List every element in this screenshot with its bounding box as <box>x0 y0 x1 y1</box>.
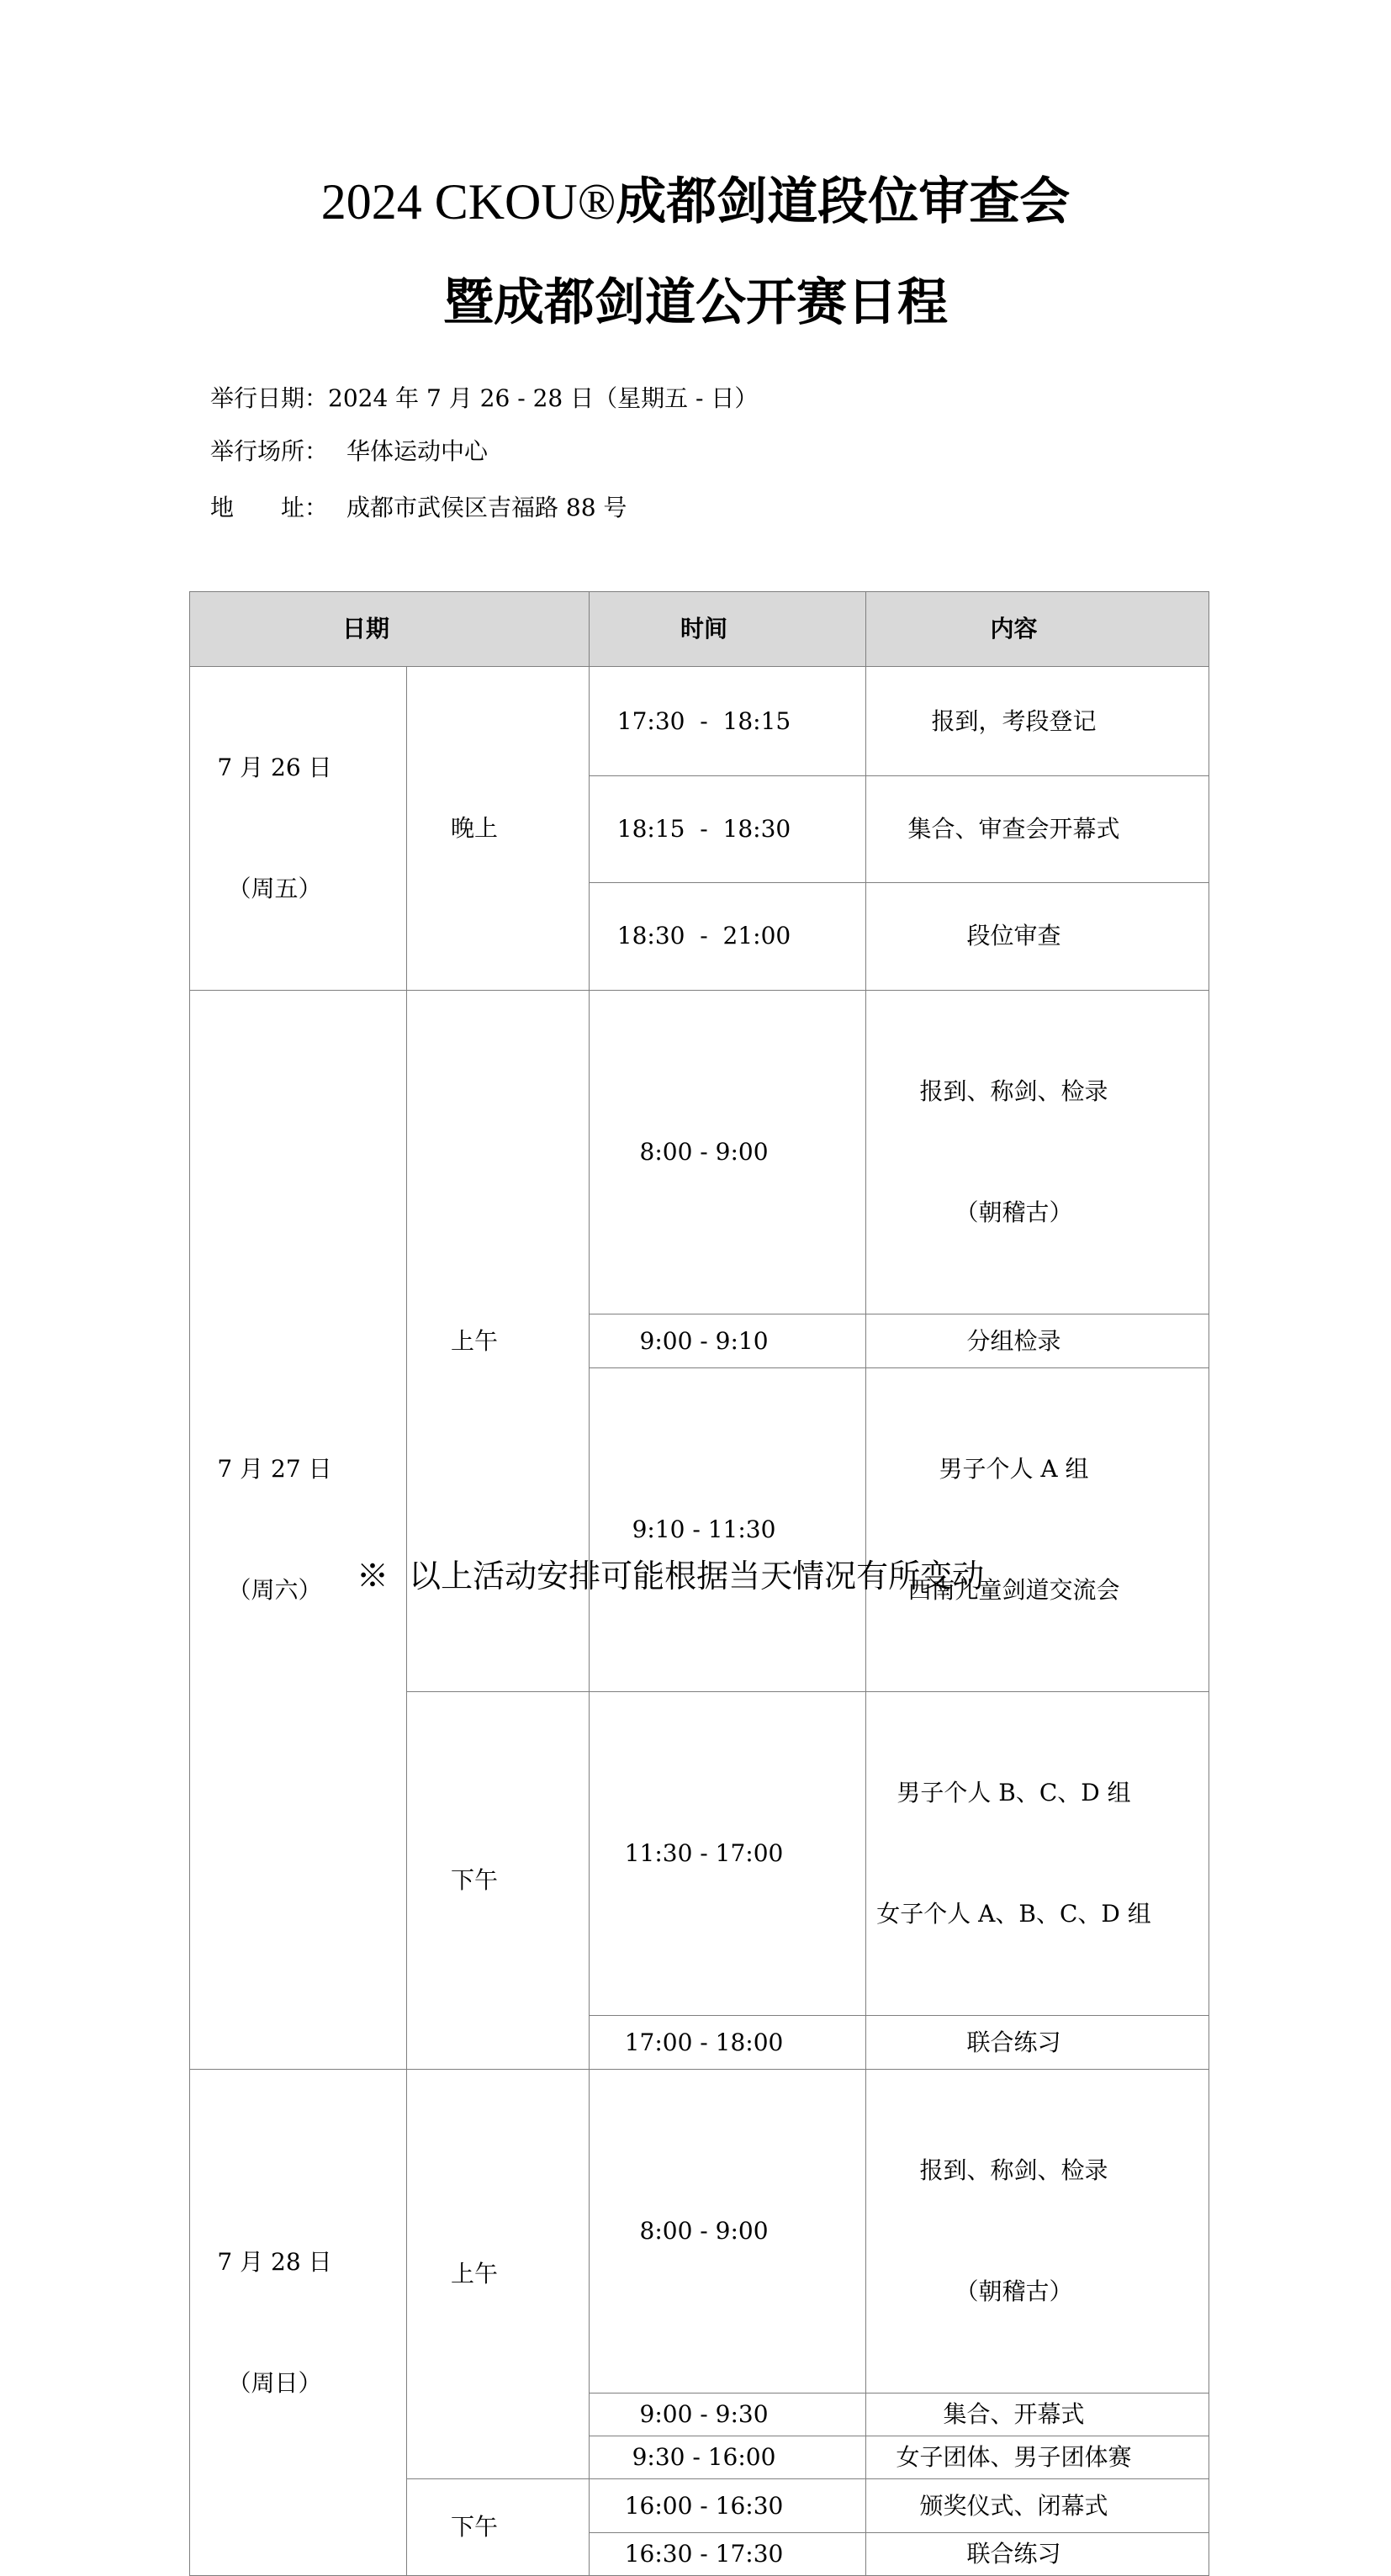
content-line: 分组检录 <box>966 1326 1061 1355</box>
time-cell: 9:00 - 9:10 <box>590 1314 866 1368</box>
content-line: 颁奖仪式、闭幕式 <box>919 2491 1108 2520</box>
date-text: 7 月 26 日 <box>217 754 332 781</box>
time-cell: 11:30 - 17:00 <box>590 1692 866 2016</box>
time-cell: 16:30 - 17:30 <box>590 2533 866 2576</box>
content-cell <box>866 2479 1209 2533</box>
header-time: 时间 <box>590 592 866 667</box>
content-cell <box>866 1368 1209 1692</box>
session-cell: 晚上 <box>407 667 590 991</box>
content-line: 男子个人 A 组 <box>939 1455 1089 1483</box>
content-line: 段位审查 <box>966 922 1061 950</box>
time-cell: 9:30 - 16:00 <box>590 2436 866 2479</box>
content-line: 集合、开幕式 <box>943 2400 1085 2428</box>
time-cell: 8:00 - 9:00 <box>590 991 866 1314</box>
content-cell <box>866 2436 1209 2479</box>
date-cell <box>190 991 407 2070</box>
date-text: 7 月 27 日 <box>217 1455 332 1483</box>
table-header-row <box>190 592 1209 667</box>
footer-note: ※ 以上活动安排可能根据当天情况有所变动 <box>357 1558 985 1595</box>
session-cell: 下午 <box>407 1692 590 2070</box>
info-label: 举行场所： <box>210 437 329 465</box>
time-cell: 16:00 - 16:30 <box>590 2479 866 2533</box>
content-line: （朝稽古） <box>955 2277 1073 2305</box>
content-line: 报到、称剑、检录 <box>919 1077 1108 1105</box>
date-cell <box>190 2070 407 2576</box>
title-cjk: 成都剑道段位审查会 <box>616 172 1071 231</box>
content-line: 女子个人 A、B、C、D 组 <box>876 1900 1151 1928</box>
content-cell <box>866 1314 1209 1368</box>
table-row <box>190 991 1209 1314</box>
session-cell: 下午 <box>407 2479 590 2576</box>
content-cell <box>866 667 1209 776</box>
content-line: （朝稽古） <box>955 1198 1073 1226</box>
weekday-text: （周六） <box>227 1576 322 1604</box>
info-value: 2024 年 7 月 26 - 28 日（星期五 - 日） <box>328 384 759 412</box>
content-cell <box>866 991 1209 1314</box>
time-cell: 17:00 - 18:00 <box>590 2016 866 2070</box>
weekday-text: （周五） <box>227 875 322 902</box>
info-label: 地 址： <box>210 494 329 521</box>
info-value: 成都市武侯区吉福路 88 号 <box>346 494 627 521</box>
time-cell: 8:00 - 9:00 <box>590 2070 866 2394</box>
title-latin: 2024 CKOU® <box>320 174 616 230</box>
content-cell <box>866 2394 1209 2436</box>
date-cell <box>190 667 407 991</box>
table-row <box>190 667 1209 776</box>
content-line: 报到、称剑、检录 <box>919 2156 1108 2184</box>
time-cell: 9:10 - 11:30 <box>590 1368 866 1692</box>
info-row-address <box>210 491 627 525</box>
content-line: 联合练习 <box>966 2540 1061 2568</box>
session-cell: 上午 <box>407 2070 590 2479</box>
time-cell: 18:15 - 18:30 <box>590 776 866 882</box>
header-content: 内容 <box>866 592 1209 667</box>
time-cell: 9:00 - 9:30 <box>590 2394 866 2436</box>
content-line: 报到，考段登记 <box>931 706 1097 735</box>
content-cell <box>866 776 1209 882</box>
content-line: 男子个人 B、C、D 组 <box>896 1779 1131 1806</box>
info-row-venue <box>210 435 488 468</box>
content-cell <box>866 2533 1209 2576</box>
page-title-line2: 暨成都剑道公开赛日程 <box>443 273 948 332</box>
info-label: 举行日期： <box>210 384 329 412</box>
header-date: 日期 <box>190 592 590 667</box>
weekday-text: （周日） <box>227 2368 322 2397</box>
session-cell: 上午 <box>407 991 590 1692</box>
content-cell <box>866 2070 1209 2394</box>
content-line: 西南儿童剑道交流会 <box>907 1576 1120 1604</box>
content-line: 集合、审查会开幕式 <box>907 814 1120 843</box>
content-cell <box>866 882 1209 990</box>
content-cell <box>866 2016 1209 2070</box>
table-row <box>190 2070 1209 2394</box>
time-cell: 17:30 - 18:15 <box>590 667 866 776</box>
info-row-date <box>210 382 758 415</box>
info-value: 华体运动中心 <box>346 437 489 465</box>
time-cell: 18:30 - 21:00 <box>590 882 866 990</box>
content-line: 联合练习 <box>966 2028 1061 2056</box>
content-line: 女子团体、男子团体赛 <box>896 2443 1132 2471</box>
page-title-line1 <box>0 168 1391 235</box>
date-text: 7 月 28 日 <box>217 2247 332 2276</box>
